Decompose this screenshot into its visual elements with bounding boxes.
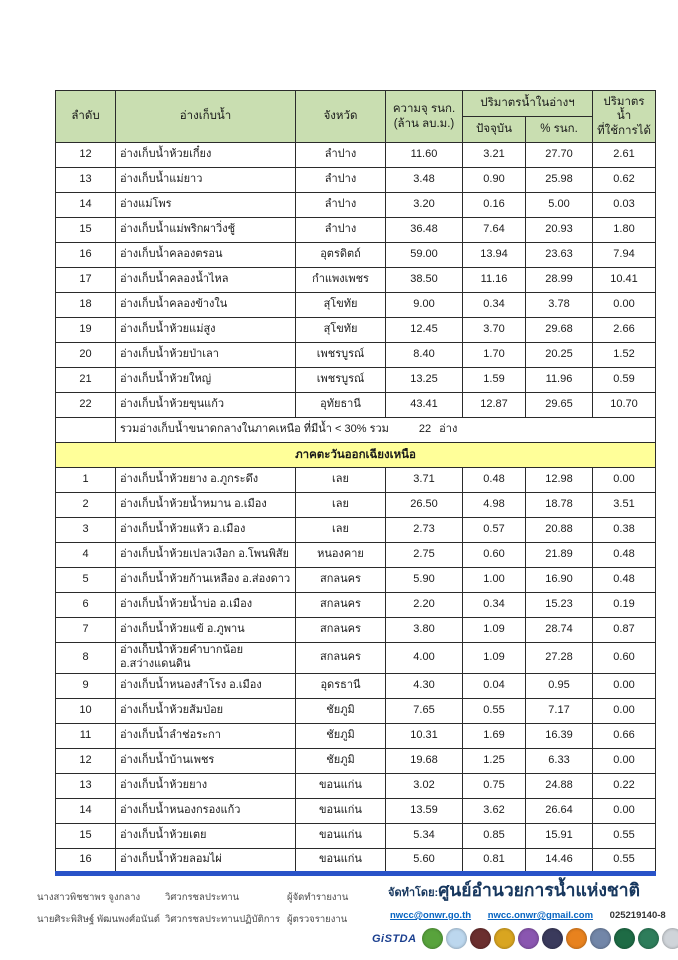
email-link-gmail[interactable]: nwcc.onwr@gmail.com <box>487 910 594 921</box>
table-row <box>56 293 656 318</box>
cell-reservoir-name: อ่างเก็บน้ำหนองสำโรง อ.เมือง <box>116 673 296 698</box>
signature-block <box>37 890 382 934</box>
cell-percent: 23.63 <box>526 243 593 268</box>
cell-percent: 20.25 <box>526 343 593 368</box>
cell-usable-volume: 0.00 <box>593 748 656 773</box>
cell-capacity: 3.20 <box>386 193 463 218</box>
cell-percent: 26.64 <box>526 798 593 823</box>
cell-current-volume: 0.16 <box>463 193 526 218</box>
cell-no: 10 <box>56 698 116 723</box>
cell-usable-volume: 0.60 <box>593 643 656 674</box>
cell-capacity: 13.59 <box>386 798 463 823</box>
logo-gray-seal-icon <box>662 928 678 949</box>
cell-usable-volume: 10.41 <box>593 268 656 293</box>
table-row <box>56 823 656 848</box>
table-row <box>56 723 656 748</box>
cell-usable-volume: 2.66 <box>593 318 656 343</box>
cell-no: 17 <box>56 268 116 293</box>
cell-reservoir-name: อ่างเก็บน้ำแม่พริกผาวิ่งชู้ <box>116 218 296 243</box>
cell-percent: 12.98 <box>526 468 593 493</box>
logo-bluegray-seal-icon <box>590 928 611 949</box>
signatory-name: นางสาวพิชชาพร จูงกลาง <box>37 892 141 903</box>
cell-usable-volume: 1.80 <box>593 218 656 243</box>
cell-usable-volume: 0.38 <box>593 518 656 543</box>
cell-capacity: 5.60 <box>386 848 463 873</box>
cell-percent: 20.93 <box>526 218 593 243</box>
table-row <box>56 848 656 873</box>
cell-capacity: 36.48 <box>386 218 463 243</box>
cell-capacity: 59.00 <box>386 243 463 268</box>
cell-current-volume: 1.09 <box>463 618 526 643</box>
agency-name: ศูนย์อำนวยการน้ำแห่งชาติ <box>438 880 640 900</box>
cell-capacity: 38.50 <box>386 268 463 293</box>
cell-percent: 7.17 <box>526 698 593 723</box>
cell-current-volume: 0.85 <box>463 823 526 848</box>
table-row <box>56 543 656 568</box>
table-row <box>56 593 656 618</box>
cell-percent: 25.98 <box>526 168 593 193</box>
cell-reservoir-name: อ่างเก็บน้ำลำช่อระกา <box>116 723 296 748</box>
cell-reservoir-name: อ่างเก็บน้ำห้วยน้ำบ่อ อ.เมือง <box>116 593 296 618</box>
col-header-province: จังหวัด <box>296 91 386 143</box>
cell-province: เลย <box>296 518 386 543</box>
cell-capacity: 2.73 <box>386 518 463 543</box>
table-row <box>56 568 656 593</box>
cell-no: 9 <box>56 673 116 698</box>
cell-no: 2 <box>56 493 116 518</box>
signatory-name: นายศิระพิสิษฐ์ พัฒนพงศ์อนันต์ <box>37 914 160 925</box>
signatory-role: ผู้จัดทำรายงาน <box>287 892 349 903</box>
cell-no: 7 <box>56 618 116 643</box>
signatory-title: วิศวกรชลประทานปฏิบัติการ <box>165 914 280 925</box>
cell-usable-volume: 0.00 <box>593 798 656 823</box>
logo-strip <box>372 928 678 949</box>
cell-usable-volume: 0.48 <box>593 543 656 568</box>
cell-current-volume: 4.98 <box>463 493 526 518</box>
cell-current-volume: 0.55 <box>463 698 526 723</box>
cell-usable-volume: 0.87 <box>593 618 656 643</box>
table-row <box>56 368 656 393</box>
usable-header-line1: ปริมาตรน้ำ <box>603 95 645 123</box>
table-header <box>56 91 656 143</box>
table-row <box>56 393 656 418</box>
cell-usable-volume: 0.03 <box>593 193 656 218</box>
cell-capacity: 3.80 <box>386 618 463 643</box>
table-row <box>56 343 656 368</box>
cell-capacity: 10.31 <box>386 723 463 748</box>
region-header-label: ภาคตะวันออกเฉียงเหนือ <box>56 443 656 468</box>
col-header-usable <box>593 91 656 143</box>
cell-reservoir-name: อ่างเก็บน้ำห้วยแม่สูง <box>116 318 296 343</box>
cell-no: 16 <box>56 848 116 873</box>
cell-reservoir-name: อ่างเก็บน้ำแม่ยาว <box>116 168 296 193</box>
cell-no: 1 <box>56 468 116 493</box>
capacity-header-line2: (ล้าน ลบ.ม.) <box>393 117 455 130</box>
cell-usable-volume: 7.94 <box>593 243 656 268</box>
table-row <box>56 643 656 674</box>
table-row <box>56 798 656 823</box>
cell-usable-volume: 0.00 <box>593 698 656 723</box>
cell-usable-volume: 0.00 <box>593 293 656 318</box>
cell-current-volume: 1.00 <box>463 568 526 593</box>
summary-unit: อ่าง <box>439 423 458 436</box>
cell-usable-volume: 1.52 <box>593 343 656 368</box>
cell-capacity: 3.48 <box>386 168 463 193</box>
cell-percent: 0.95 <box>526 673 593 698</box>
cell-capacity: 4.00 <box>386 643 463 674</box>
cell-current-volume: 0.90 <box>463 168 526 193</box>
col-header-no: ลำดับ <box>56 91 116 143</box>
cell-percent: 29.65 <box>526 393 593 418</box>
col-header-capacity <box>386 91 463 143</box>
cell-percent: 28.99 <box>526 268 593 293</box>
cell-no: 3 <box>56 518 116 543</box>
col-header-percent: % รนก. <box>526 117 593 143</box>
cell-reservoir-name: อ่างเก็บน้ำคลองน้ำไหล <box>116 268 296 293</box>
cell-current-volume: 3.21 <box>463 143 526 168</box>
signatory-title: วิศวกรชลประทาน <box>165 892 240 903</box>
cell-province: สกลนคร <box>296 568 386 593</box>
logo-blue-arch-icon <box>446 928 467 949</box>
cell-province: เพชรบูรณ์ <box>296 343 386 368</box>
cell-province: เพชรบูรณ์ <box>296 368 386 393</box>
cell-percent: 24.88 <box>526 773 593 798</box>
cell-no: 11 <box>56 723 116 748</box>
cell-current-volume: 1.69 <box>463 723 526 748</box>
cell-percent: 11.96 <box>526 368 593 393</box>
cell-capacity: 12.45 <box>386 318 463 343</box>
cell-reservoir-name: อ่างเก็บน้ำห้วยเปลวเงือก อ.โพนพิสัย <box>116 543 296 568</box>
cell-current-volume: 0.60 <box>463 543 526 568</box>
cell-percent: 5.00 <box>526 193 593 218</box>
cell-current-volume: 1.09 <box>463 643 526 674</box>
cell-province: กำแพงเพชร <box>296 268 386 293</box>
cell-usable-volume: 0.00 <box>593 673 656 698</box>
logo-orange-emblem-icon <box>566 928 587 949</box>
cell-percent: 15.91 <box>526 823 593 848</box>
summary-count: 22 <box>418 423 432 436</box>
cell-province: สุโขทัย <box>296 293 386 318</box>
cell-province: สกลนคร <box>296 593 386 618</box>
cell-current-volume: 0.75 <box>463 773 526 798</box>
cell-capacity: 4.30 <box>386 673 463 698</box>
logo-gistda-icon: GiSTDA <box>372 932 417 945</box>
cell-current-volume: 11.16 <box>463 268 526 293</box>
usable-header-line2: ที่ใช้การได้ <box>597 124 651 137</box>
cell-current-volume: 3.70 <box>463 318 526 343</box>
cell-province: ลำปาง <box>296 168 386 193</box>
cell-province: ขอนแก่น <box>296 773 386 798</box>
cell-capacity: 13.25 <box>386 368 463 393</box>
logo-teal-seal-icon <box>638 928 659 949</box>
cell-percent: 28.74 <box>526 618 593 643</box>
cell-no: 19 <box>56 318 116 343</box>
table-row <box>56 518 656 543</box>
cell-reservoir-name: อ่างเก็บน้ำห้วยแห้ว อ.เมือง <box>116 518 296 543</box>
cell-province: อุดรธานี <box>296 673 386 698</box>
cell-current-volume: 0.81 <box>463 848 526 873</box>
cell-percent: 16.39 <box>526 723 593 748</box>
signature-row <box>37 890 382 905</box>
cell-no: 13 <box>56 773 116 798</box>
cell-province: ลำปาง <box>296 218 386 243</box>
signature-row <box>37 912 382 927</box>
cell-capacity: 7.65 <box>386 698 463 723</box>
cell-no: 18 <box>56 293 116 318</box>
table-row <box>56 193 656 218</box>
cell-no: 8 <box>56 643 116 674</box>
prepared-by <box>388 876 640 904</box>
cell-usable-volume: 10.70 <box>593 393 656 418</box>
cell-percent: 16.90 <box>526 568 593 593</box>
cell-capacity: 8.40 <box>386 343 463 368</box>
cell-usable-volume: 0.59 <box>593 368 656 393</box>
cell-capacity: 2.75 <box>386 543 463 568</box>
cell-current-volume: 0.57 <box>463 518 526 543</box>
cell-reservoir-name: อ่างเก็บน้ำหนองกรองแก้ว <box>116 798 296 823</box>
cell-usable-volume: 0.22 <box>593 773 656 798</box>
cell-percent: 6.33 <box>526 748 593 773</box>
cell-current-volume: 13.94 <box>463 243 526 268</box>
cell-province: อุทัยธานี <box>296 393 386 418</box>
cell-province: ชัยภูมิ <box>296 698 386 723</box>
table-row <box>56 318 656 343</box>
cell-province: อุตรดิตถ์ <box>296 243 386 268</box>
cell-reservoir-name: อ่างเก็บน้ำห้วยแข้ อ.ภูพาน <box>116 618 296 643</box>
cell-current-volume: 0.34 <box>463 293 526 318</box>
table-row <box>56 748 656 773</box>
logo-maroon-shield-icon <box>470 928 491 949</box>
cell-province: หนองคาย <box>296 543 386 568</box>
cell-no: 6 <box>56 593 116 618</box>
cell-capacity: 5.90 <box>386 568 463 593</box>
cell-no: 14 <box>56 193 116 218</box>
signatory-role: ผู้ตรวจรายงาน <box>287 914 348 925</box>
cell-province: เลย <box>296 493 386 518</box>
cell-capacity: 26.50 <box>386 493 463 518</box>
cell-percent: 20.88 <box>526 518 593 543</box>
capacity-header-line1: ความจุ รนก. <box>392 103 456 116</box>
cell-reservoir-name: อ่างเก็บน้ำห้วยยาง <box>116 773 296 798</box>
cell-no: 5 <box>56 568 116 593</box>
cell-reservoir-name: อ่างเก็บน้ำห้วยก้านเหลือง อ.ส่องดาว <box>116 568 296 593</box>
cell-province: สกลนคร <box>296 618 386 643</box>
table-row <box>56 143 656 168</box>
logo-purple-badge-icon <box>518 928 539 949</box>
cell-no: 21 <box>56 368 116 393</box>
table-row <box>56 218 656 243</box>
cell-province: ขอนแก่น <box>296 823 386 848</box>
cell-current-volume: 1.25 <box>463 748 526 773</box>
cell-percent: 29.68 <box>526 318 593 343</box>
cell-capacity: 11.60 <box>386 143 463 168</box>
table-row <box>56 493 656 518</box>
cell-usable-volume: 0.66 <box>593 723 656 748</box>
table-row <box>56 168 656 193</box>
cell-province: ลำปาง <box>296 143 386 168</box>
cell-percent: 27.70 <box>526 143 593 168</box>
cell-capacity: 9.00 <box>386 293 463 318</box>
cell-usable-volume: 0.19 <box>593 593 656 618</box>
summary-blank-cell <box>56 418 116 443</box>
cell-percent: 27.28 <box>526 643 593 674</box>
cell-usable-volume: 0.62 <box>593 168 656 193</box>
cell-province: ขอนแก่น <box>296 798 386 823</box>
cell-province: ขอนแก่น <box>296 848 386 873</box>
table-row <box>56 673 656 698</box>
cell-percent: 3.78 <box>526 293 593 318</box>
cell-reservoir-name: อ่างเก็บน้ำห้วยลอมไผ่ <box>116 848 296 873</box>
cell-current-volume: 1.70 <box>463 343 526 368</box>
cell-no: 12 <box>56 143 116 168</box>
cell-usable-volume: 0.00 <box>593 468 656 493</box>
cell-province: ลำปาง <box>296 193 386 218</box>
logo-navy-sia-badge-icon <box>542 928 563 949</box>
cell-usable-volume: 0.48 <box>593 568 656 593</box>
cell-current-volume: 1.59 <box>463 368 526 393</box>
cell-current-volume: 0.34 <box>463 593 526 618</box>
cell-capacity: 3.02 <box>386 773 463 798</box>
cell-usable-volume: 3.51 <box>593 493 656 518</box>
cell-no: 20 <box>56 343 116 368</box>
cell-current-volume: 12.87 <box>463 393 526 418</box>
table-row <box>56 468 656 493</box>
reservoir-table <box>55 90 656 876</box>
cell-no: 15 <box>56 823 116 848</box>
cell-no: 16 <box>56 243 116 268</box>
logo-darkgreen-seal-icon <box>614 928 635 949</box>
cell-usable-volume: 0.55 <box>593 823 656 848</box>
cell-capacity: 43.41 <box>386 393 463 418</box>
cell-reservoir-name: อ่างเก็บน้ำคลองข้างใน <box>116 293 296 318</box>
cell-capacity: 5.34 <box>386 823 463 848</box>
cell-usable-volume: 2.61 <box>593 143 656 168</box>
cell-reservoir-name: อ่างแม่โพร <box>116 193 296 218</box>
cell-no: 14 <box>56 798 116 823</box>
logo-green-leaf-icon <box>422 928 443 949</box>
cell-percent: 21.89 <box>526 543 593 568</box>
cell-no: 13 <box>56 168 116 193</box>
cell-reservoir-name: อ่างเก็บน้ำห้วยใหญ่ <box>116 368 296 393</box>
cell-no: 4 <box>56 543 116 568</box>
table-body <box>56 143 656 874</box>
table-row <box>56 243 656 268</box>
cell-reservoir-name: อ่างเก็บน้ำห้วยคำบากน้อย อ.สว่างแดนดิน <box>116 643 296 674</box>
cell-percent: 14.46 <box>526 848 593 873</box>
cell-province: เลย <box>296 468 386 493</box>
cell-reservoir-name: อ่างเก็บน้ำคลองตรอน <box>116 243 296 268</box>
prepared-by-prefix: จัดทำโดย: <box>388 887 439 899</box>
table-row <box>56 698 656 723</box>
summary-text-cell <box>116 418 656 443</box>
col-header-reservoir: อ่างเก็บน้ำ <box>116 91 296 143</box>
cell-reservoir-name: อ่างเก็บน้ำห้วยขุนแก้ว <box>116 393 296 418</box>
cell-no: 15 <box>56 218 116 243</box>
cell-province: ชัยภูมิ <box>296 723 386 748</box>
table-row <box>56 618 656 643</box>
table-row <box>56 773 656 798</box>
cell-reservoir-name: อ่างเก็บน้ำห้วยยาง อ.ภูกระดึง <box>116 468 296 493</box>
contact-line <box>390 910 666 921</box>
phone-number: 025219140-8 <box>609 910 666 921</box>
cell-capacity: 3.71 <box>386 468 463 493</box>
cell-current-volume: 3.62 <box>463 798 526 823</box>
cell-current-volume: 7.64 <box>463 218 526 243</box>
cell-reservoir-name: อ่างเก็บน้ำห้วยน้ำหมาน อ.เมือง <box>116 493 296 518</box>
cell-capacity: 19.68 <box>386 748 463 773</box>
cell-usable-volume: 0.55 <box>593 848 656 873</box>
cell-province: สกลนคร <box>296 643 386 674</box>
cell-no: 12 <box>56 748 116 773</box>
cell-current-volume: 0.04 <box>463 673 526 698</box>
region-header-row <box>56 443 656 468</box>
col-header-volume-group: ปริมาตรน้ำในอ่างฯ <box>463 91 593 117</box>
cell-reservoir-name: อ่างเก็บน้ำห้วยป่าเลา <box>116 343 296 368</box>
cell-no: 22 <box>56 393 116 418</box>
cell-reservoir-name: อ่างเก็บน้ำห้วยเกี๋ยง <box>116 143 296 168</box>
cell-reservoir-name: อ่างเก็บน้ำห้วยส้มป่อย <box>116 698 296 723</box>
cell-current-volume: 0.48 <box>463 468 526 493</box>
cell-reservoir-name: อ่างเก็บน้ำห้วยเตย <box>116 823 296 848</box>
table-row <box>56 268 656 293</box>
cell-reservoir-name: อ่างเก็บน้ำบ้านเพชร <box>116 748 296 773</box>
col-header-current: ปัจจุบัน <box>463 117 526 143</box>
cell-percent: 15.23 <box>526 593 593 618</box>
cell-province: ชัยภูมิ <box>296 748 386 773</box>
summary-row <box>56 418 656 443</box>
email-link-onwr[interactable]: nwcc@onwr.go.th <box>390 910 472 921</box>
logo-gold-emblem-icon <box>494 928 515 949</box>
summary-label: รวมอ่างเก็บน้ำขนาดกลางในภาคเหนือ ที่มีน้ำ < 30% รวม <box>120 423 389 436</box>
cell-capacity: 2.20 <box>386 593 463 618</box>
cell-province: สุโขทัย <box>296 318 386 343</box>
cell-percent: 18.78 <box>526 493 593 518</box>
